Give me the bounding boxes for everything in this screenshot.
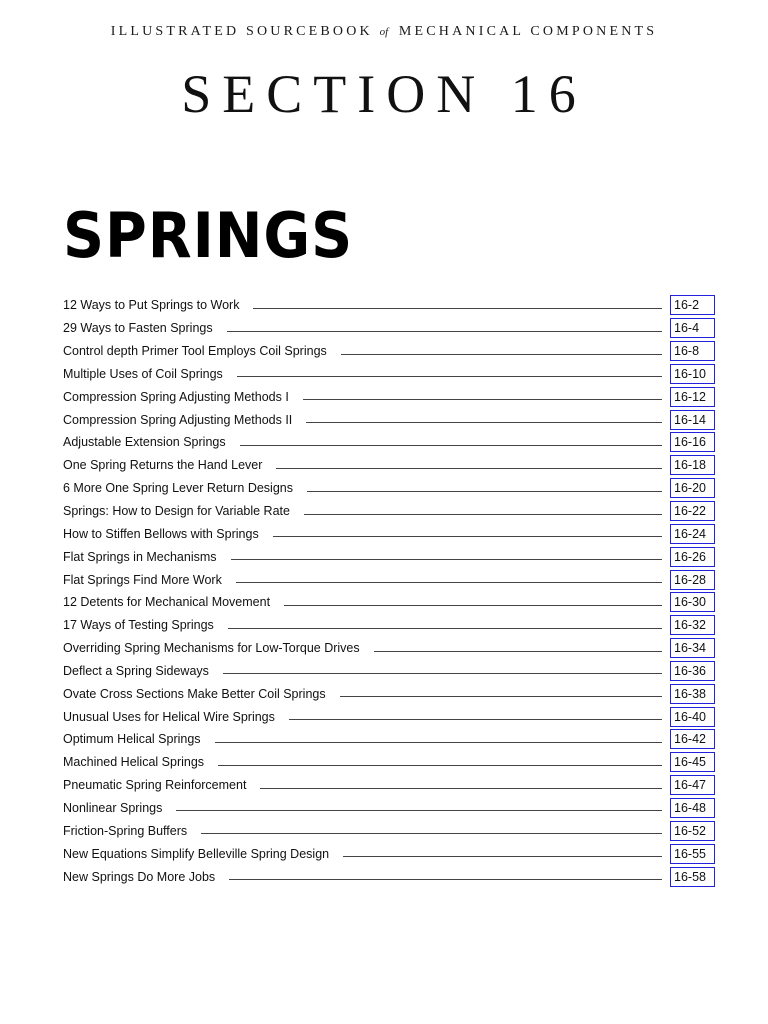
toc-page-link[interactable]: 16-32 (670, 615, 715, 635)
toc-entry (63, 682, 715, 705)
toc-leader-line (229, 879, 662, 880)
toc-entry (63, 797, 715, 820)
toc-page-link[interactable]: 16-4 (670, 318, 715, 338)
toc-entry-title: One Spring Returns the Hand Lever (63, 458, 263, 473)
toc-leader-line (218, 765, 662, 766)
toc-page-link[interactable]: 16-38 (670, 684, 715, 704)
toc-page-link[interactable]: 16-30 (670, 592, 715, 612)
toc-entry (63, 705, 715, 728)
toc-entry (63, 728, 715, 751)
toc-entry-title: Compression Spring Adjusting Methods I (63, 389, 289, 404)
toc-entry (63, 660, 715, 683)
toc-entry (63, 340, 715, 363)
toc-page-link[interactable]: 16-2 (670, 295, 715, 315)
toc-entry (63, 842, 715, 865)
toc-page-link[interactable]: 16-24 (670, 524, 715, 544)
toc-leader-line (284, 605, 662, 606)
toc-entry (63, 294, 715, 317)
toc-entry (63, 317, 715, 340)
toc-entry (63, 819, 715, 842)
toc-page-link[interactable]: 16-45 (670, 752, 715, 772)
toc-leader-line (240, 445, 662, 446)
toc-entry-title: Flat Springs Find More Work (63, 572, 222, 587)
toc-entry-title: 12 Detents for Mechanical Movement (63, 595, 271, 610)
book-series-title (0, 24, 768, 40)
toc-entry (63, 637, 715, 660)
toc-leader-line (289, 719, 662, 720)
toc-leader-line (236, 582, 662, 583)
toc-leader-line (201, 833, 662, 834)
toc-entry (63, 500, 715, 523)
toc-leader-line (303, 399, 662, 400)
toc-leader-line (231, 559, 662, 560)
toc-entry-title: 17 Ways of Testing Springs (63, 618, 214, 633)
toc-page-link[interactable]: 16-16 (670, 432, 715, 452)
toc-page-link[interactable]: 16-14 (670, 410, 715, 430)
toc-page-link[interactable]: 16-12 (670, 387, 715, 407)
toc-entry-title: Adjustable Extension Springs (63, 435, 226, 450)
toc-entry-title: Nonlinear Springs (63, 800, 163, 815)
toc-entry (63, 477, 715, 500)
toc-page-link[interactable]: 16-18 (670, 455, 715, 475)
toc-entry-title: How to Stiffen Bellows with Springs (63, 526, 259, 541)
toc-entry-title: Ovate Cross Sections Make Better Coil Springs (63, 686, 326, 701)
toc-entry (63, 454, 715, 477)
toc-entry-title: Flat Springs in Mechanisms (63, 549, 217, 564)
toc-entry-title: Machined Helical Springs (63, 755, 205, 770)
toc-page-link[interactable]: 16-36 (670, 661, 715, 681)
toc-entry-title: Multiple Uses of Coil Springs (63, 366, 223, 381)
toc-page-link[interactable]: 16-8 (670, 341, 715, 361)
toc-page-link[interactable]: 16-52 (670, 821, 715, 841)
toc-page-link[interactable]: 16-40 (670, 707, 715, 727)
toc-page-link[interactable]: 16-10 (670, 364, 715, 384)
toc-entry (63, 545, 715, 568)
toc-leader-line (253, 308, 662, 309)
toc-entry (63, 865, 715, 888)
toc-page-link[interactable]: 16-48 (670, 798, 715, 818)
toc-entry (63, 385, 715, 408)
toc-leader-line (227, 331, 662, 332)
toc-entry-title: Springs: How to Design for Variable Rate (63, 504, 290, 519)
toc-leader-line (273, 536, 662, 537)
toc-leader-line (276, 468, 662, 469)
toc-leader-line (343, 856, 662, 857)
toc-entry-title: 12 Ways to Put Springs to Work (63, 298, 240, 313)
toc-leader-line (341, 354, 662, 355)
toc-entry-title: New Springs Do More Jobs (63, 869, 216, 884)
toc-entry-title: Optimum Helical Springs (63, 732, 201, 747)
toc-entry (63, 431, 715, 454)
table-of-contents (63, 294, 715, 888)
toc-leader-line (223, 673, 662, 674)
toc-entry-title: Friction-Spring Buffers (63, 823, 188, 838)
toc-page-link[interactable]: 16-55 (670, 844, 715, 864)
toc-entry (63, 614, 715, 637)
toc-entry-title: Overriding Spring Mechanisms for Low-Torque Drives (63, 641, 360, 656)
toc-leader-line (306, 422, 662, 423)
toc-leader-line (176, 810, 662, 811)
toc-entry-title: 6 More One Spring Lever Return Designs (63, 481, 293, 496)
book-title-connector: of (379, 26, 389, 38)
toc-page-link[interactable]: 16-28 (670, 570, 715, 590)
toc-leader-line (215, 742, 662, 743)
toc-entry-title: Pneumatic Spring Reinforcement (63, 778, 247, 793)
book-title-part2: MECHANICAL COMPONENTS (398, 24, 658, 39)
toc-entry-title: Deflect a Spring Sideways (63, 663, 209, 678)
toc-leader-line (237, 376, 662, 377)
toc-leader-line (374, 651, 662, 652)
toc-entry-title: 29 Ways to Fasten Springs (63, 321, 213, 336)
section-heading: SECTION 16 (181, 64, 587, 124)
toc-page-link[interactable]: 16-47 (670, 775, 715, 795)
toc-entry-title: Control depth Primer Tool Employs Coil Springs (63, 344, 327, 359)
toc-entry (63, 591, 715, 614)
book-title-part1: ILLUSTRATED SOURCEBOOK (110, 24, 373, 39)
toc-entry-title: New Equations Simplify Belleville Spring Design (63, 846, 330, 861)
toc-entry-title: Compression Spring Adjusting Methods II (63, 412, 293, 427)
toc-page-link[interactable]: 16-26 (670, 547, 715, 567)
chapter-title: SPRINGS (63, 199, 354, 272)
toc-page-link[interactable]: 16-58 (670, 867, 715, 887)
toc-leader-line (260, 788, 662, 789)
toc-page-link[interactable]: 16-20 (670, 478, 715, 498)
toc-leader-line (307, 491, 662, 492)
toc-entry (63, 751, 715, 774)
toc-leader-line (304, 514, 662, 515)
toc-leader-line (228, 628, 662, 629)
toc-entry (63, 568, 715, 591)
toc-page-link[interactable]: 16-42 (670, 729, 715, 749)
toc-page-link[interactable]: 16-22 (670, 501, 715, 521)
toc-entry (63, 522, 715, 545)
toc-entry (63, 774, 715, 797)
toc-entry (63, 363, 715, 386)
toc-leader-line (340, 696, 662, 697)
toc-entry-title: Unusual Uses for Helical Wire Springs (63, 709, 275, 724)
toc-page-link[interactable]: 16-34 (670, 638, 715, 658)
toc-entry (63, 408, 715, 431)
